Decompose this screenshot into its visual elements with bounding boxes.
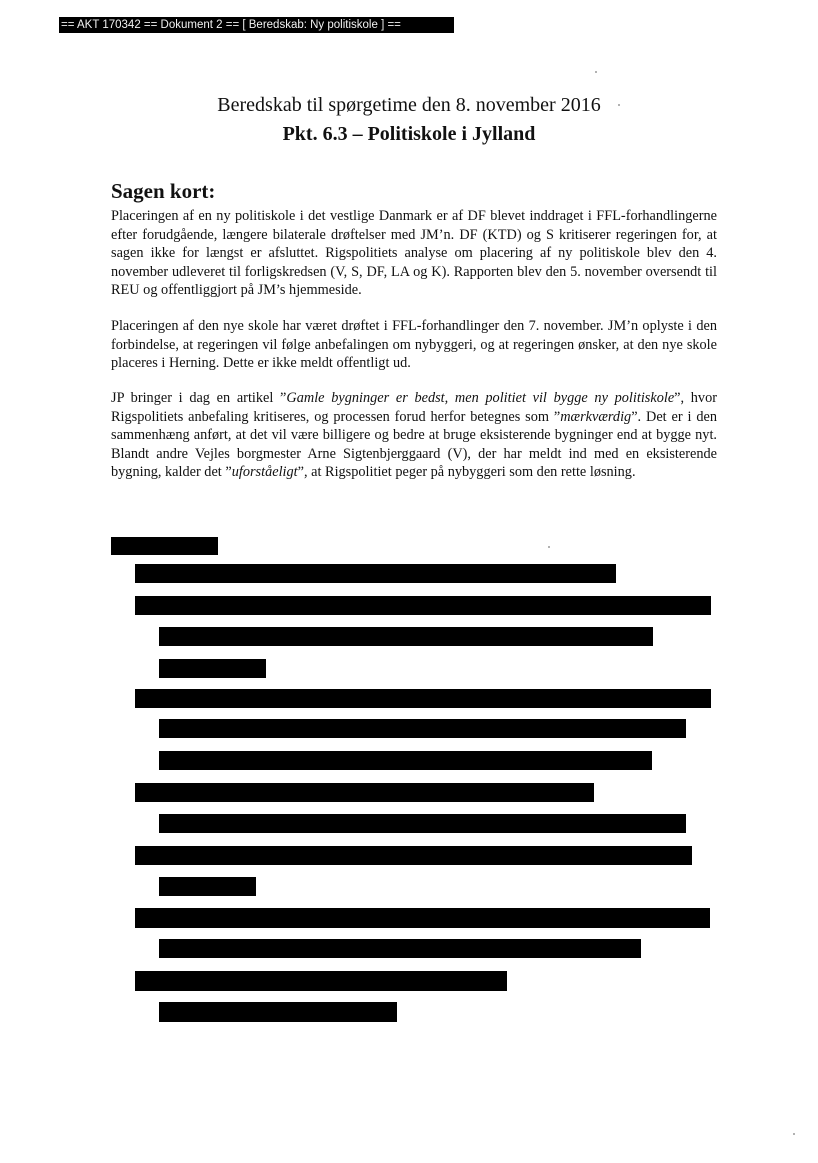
paragraph-3-text-c: ”, hvor Rigspolitiets anbefaling kritiseres, og processen forud herfor betegnes som ” (111, 390, 717, 425)
scan-speck (595, 71, 597, 73)
redaction-bar (135, 689, 711, 708)
redaction-bar (135, 596, 711, 615)
article-title: Gamle bygninger er bedst, men politiet vil bygge ny politiskole (286, 390, 675, 406)
quote-maerkvaerdig: mærkværdig (560, 408, 632, 425)
redaction-bar (111, 537, 218, 555)
document-title: Beredskab til spørgetime den 8. november 2016 (217, 94, 601, 116)
redaction-bar (159, 1002, 397, 1022)
redaction-bar (159, 659, 266, 678)
scan-speck (793, 1133, 795, 1135)
paragraph-2: Placeringen af den nye skole har været drøftet i FFL-forhandlinger den 7. november. JM’n oplyste i den forbindelse, at regeringen vil følge anbefalingen om nybyggeri, og at regeringen ønsker, at den nye skole placeres i Herning. Dette er ikke meldt offentligt ud. (111, 318, 717, 371)
redaction-bar (159, 719, 686, 738)
paragraph-3-text-g: ”, at Rigspolitiet peger på nybyggeri som den rette løsning. (297, 464, 636, 480)
document-header-stamp: == AKT 170342 == Dokument 2 == [ Beredskab: Ny politiskole ] == (59, 17, 454, 33)
scan-speck (548, 546, 550, 548)
redaction-bar (135, 846, 692, 865)
paragraph-3 (111, 389, 717, 482)
section-heading: Sagen kort: (111, 179, 216, 203)
redaction-bar (159, 939, 641, 958)
redaction-bar (159, 751, 652, 770)
scan-speck (618, 104, 620, 106)
redaction-bar (135, 971, 507, 991)
redaction-bar (135, 564, 616, 583)
paragraph-3-text-a: JP bringer i dag en artikel ” (111, 390, 287, 406)
paragraph-1: Placeringen af en ny politiskole i det vestlige Danmark er af DF blevet inddraget i FFL-forhandlingerne efter forudgående, længere bilaterale drøftelser med JM’n. DF (KTD) og S kritiserer regeringen for, at sagen ikke for længst er afsluttet. Rigspolitiets analyse om placering af ny politiskole blev den 4. november udleveret til forligskredsen (V, S, DF, LA og K). Rapporten blev den 5. november oversendt til REU og offentliggjort på JM’s hjemmeside. (111, 208, 717, 298)
redaction-bar (159, 814, 686, 833)
paragraph-3-text-e: ”. Det er i den sammenhæng anført, at det vil være billigere og bedre at bruge eksisterende bygninger end at bygge nyt. Blandt andre Vejles borgmester Arne Sigtenbjerggaard (V), der har meldt ind med en eksisterende bygning, kalder det ” (111, 408, 717, 480)
redaction-bar (159, 627, 653, 646)
redaction-bar (135, 783, 594, 802)
redaction-bar (135, 908, 710, 928)
quote-uforstaaeligt: uforståeligt (231, 464, 298, 480)
document-subtitle: Pkt. 6.3 – Politiskole i Jylland (282, 123, 536, 145)
redaction-bar (159, 877, 256, 896)
